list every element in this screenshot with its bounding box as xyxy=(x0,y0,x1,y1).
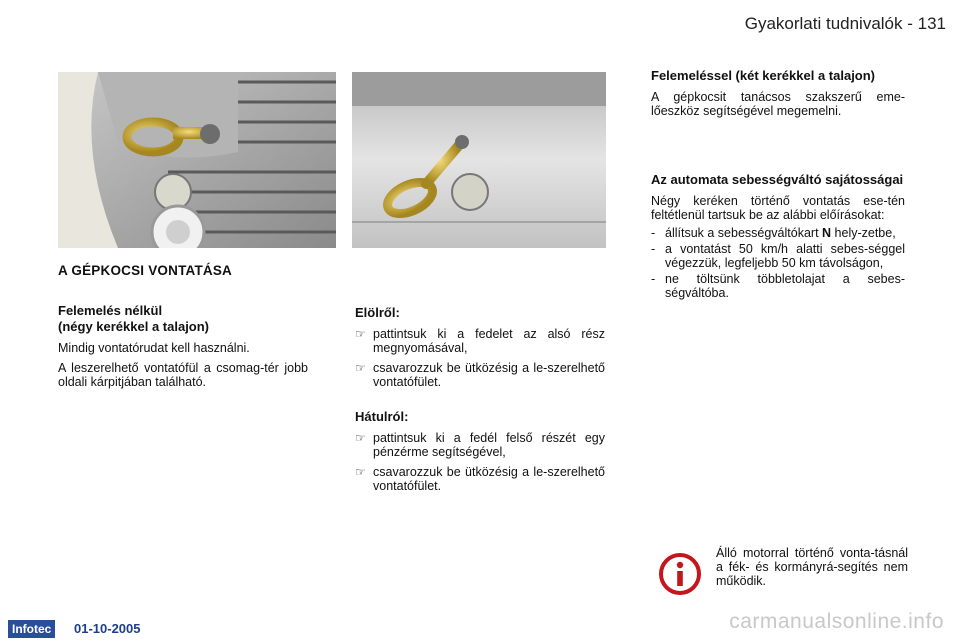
column-towing-procedure xyxy=(355,305,605,493)
paragraph: Mindig vontatórudat kell használni. xyxy=(58,341,250,355)
subheading-line1: Felemelés nélkül xyxy=(58,303,163,318)
site-watermark: carmanualsonline.info xyxy=(729,610,944,633)
list-item: - a vontatást 50 km/h alatti sebes-séggel végezzük, legfeljebb 50 km távolságon, xyxy=(651,242,905,270)
list-item: - állítsuk a sebességváltókart N hely-zetbe, xyxy=(651,226,896,240)
publication-date: 01-10-2005 xyxy=(74,621,141,636)
subheading: Felemeléssel (két kerékkel a talajon) xyxy=(651,68,876,83)
list-item: ☞ csavarozzuk be ütközésig a le-szerelhető vontatófület. xyxy=(355,465,605,493)
pointing-hand-icon: ☞ xyxy=(355,327,366,341)
page-header: Gyakorlati tudnivalók - 131 xyxy=(744,14,946,33)
pointing-hand-icon: ☞ xyxy=(355,431,366,445)
section-title: A GÉPKOCSI VONTATÁSA xyxy=(58,263,233,278)
list-item: - ne töltsünk többletolajat a sebes-ségváltóba. xyxy=(651,272,905,300)
list-item: ☞ csavarozzuk be ütközésig a le-szerelhető vontatófület. xyxy=(355,361,605,389)
pointing-hand-icon: ☞ xyxy=(355,465,366,479)
paragraph: Négy keréken történő vontatás ese-tén feltétlenül tartsuk be az alábbi előírásokat: xyxy=(651,194,905,222)
publisher-logo: Infotec xyxy=(8,620,55,638)
info-icon xyxy=(658,552,702,596)
paragraph: A leszerelhető vontatófül a csomag-tér jobb oldali kárpitjában található. xyxy=(58,361,308,389)
rear-towing-eye-image xyxy=(352,72,606,248)
subheading-line2: (négy kerékkel a talajon) xyxy=(58,319,210,334)
paragraph: A gépkocsit tanácsos szakszerű eme-lőeszköz segítségével megemelni. xyxy=(651,90,905,118)
info-note: Álló motorral történő vonta-tásnál a fék- és kormányrá-segítés nem működik. xyxy=(716,546,908,588)
front-heading: Elölről: xyxy=(355,305,400,320)
rear-heading: Hátulról: xyxy=(355,409,409,424)
list-item: ☞ pattintsuk ki a fedelet az alsó rész megnyomásával, xyxy=(355,327,605,355)
subheading: Az automata sebességváltó sajátosságai xyxy=(651,172,904,187)
column-with-lifting xyxy=(651,68,905,300)
front-towing-eye-image xyxy=(58,72,336,248)
pointing-hand-icon: ☞ xyxy=(355,361,366,375)
list-item: ☞ pattintsuk ki a fedél felső részét egy pénzérme segítségével, xyxy=(355,431,605,459)
column-without-lifting xyxy=(58,303,308,389)
